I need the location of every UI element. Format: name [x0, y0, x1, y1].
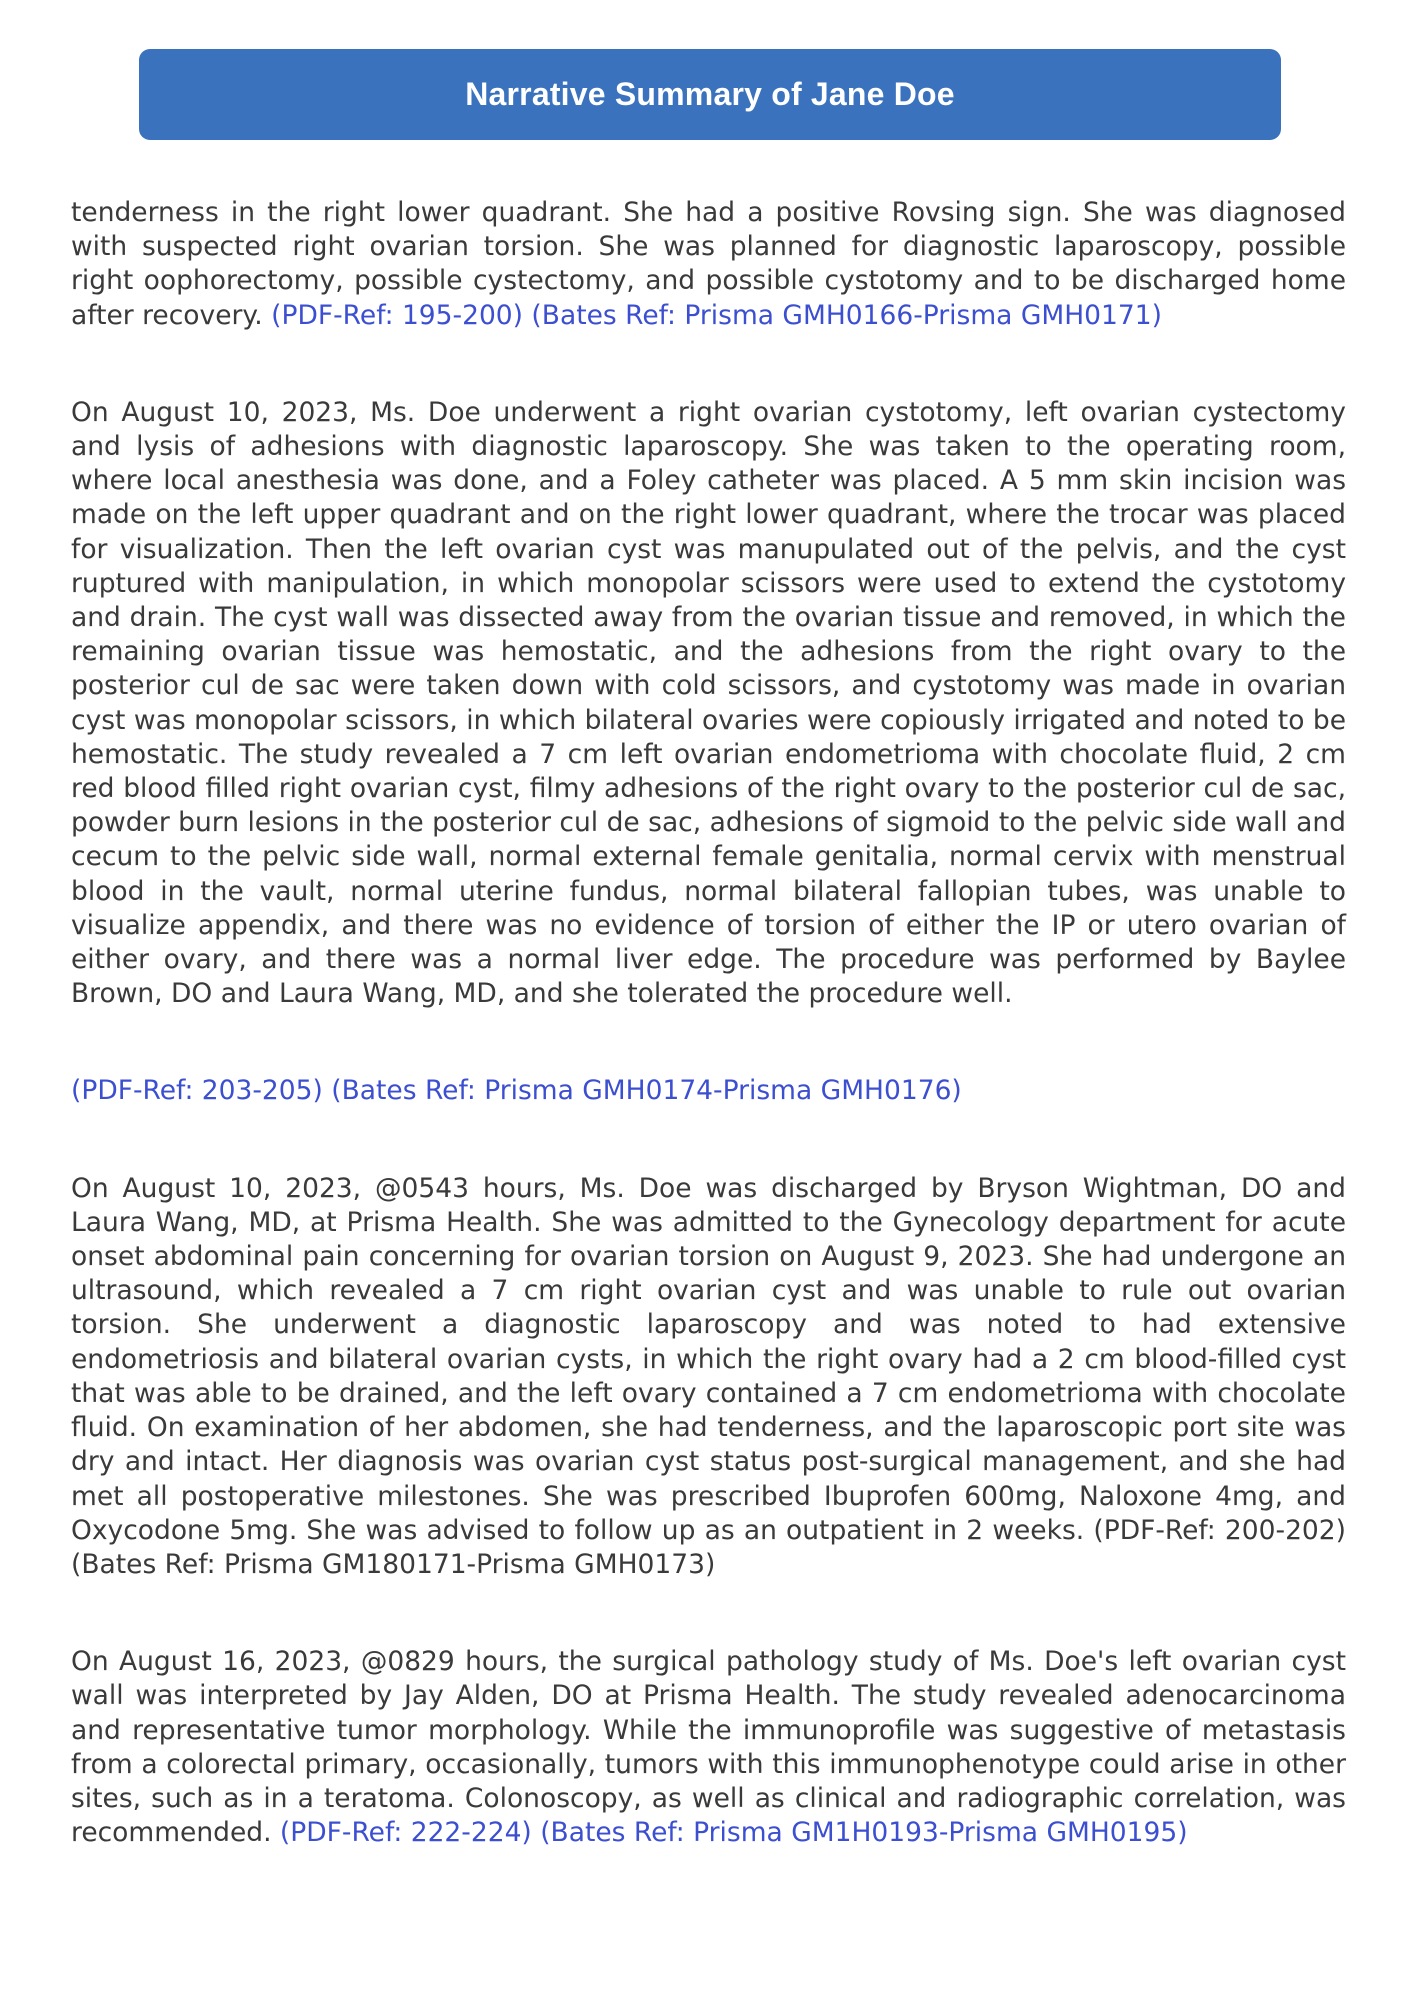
source-reference: (PDF-Ref: 195-200) (Bates Ref: Prisma GMH0166-Prisma GMH0171)	[271, 299, 1162, 331]
page-header	[139, 49, 1281, 140]
page-title: Narrative Summary of Jane Doe	[465, 76, 955, 112]
narrative-body	[71, 196, 1346, 1850]
narrative-paragraph-1	[71, 196, 1346, 333]
source-reference: (PDF-Ref: 222-224) (Bates Ref: Prisma GM1H0193-Prisma GMH0195)	[279, 1817, 1188, 1849]
narrative-paragraph-2	[71, 396, 1346, 1012]
paragraph-text: On August 10, 2023, @0543 hours, Ms. Doe was discharged by Bryson Wightman, DO and Laura Wang, MD, at Prisma Health. She was admitted to the Gynecology department for acute onset abdominal pain concerning for ovarian torsion on August 9, 2023. She had undergone an ultrasound, which revealed a 7 cm right ovarian cyst and was unable to rule out ovarian torsion. She underwent a diagnostic laparoscopy and was noted to had extensive endometriosis and bilateral ovarian cysts, in which the right ovary had a 2 cm blood-filled cyst that was able to be drained, and the left ovary contained a 7 cm endometrioma with chocolate fluid. On examination of her abdomen, she had tenderness, and the laparoscopic port site was dry and intact. Her diagnosis was ovarian cyst status post-surgical management, and she had met all postoperative milestones. She was prescribed Ibuprofen 600mg, Naloxone 4mg, and Oxycodone 5mg. She was advised to follow up as an outpatient in 2 weeks. (PDF-Ref: 200-202) (Bates Ref: Prisma GM180171-Prisma GMH0173)	[71, 1172, 1346, 1580]
narrative-paragraph-4	[71, 1172, 1346, 1582]
narrative-paragraph-5	[71, 1645, 1346, 1850]
paragraph-text: tenderness in the right lower quadrant. She had a positive Rovsing sign. She was diagnosed with suspected right ovarian torsion. She was planned for diagnostic laparoscopy, possible right oophorectomy, possible cystectomy, and possible cystotomy and to be discharged home after recovery.	[71, 197, 1346, 331]
paragraph-text: On August 10, 2023, Ms. Doe underwent a right ovarian cystotomy, left ovarian cystectomy and lysis of adhesions with diagnostic laparoscopy. She was taken to the operating room, where local anesthesia was done, and a Foley catheter was placed. A 5 mm skin incision was made on the left upper quadrant and on the right lower quadrant, where the trocar was placed for visualization. Then the left ovarian cyst was manupulated out of the pelvis, and the cyst ruptured with manipulation, in which monopolar scissors were used to extend the cystotomy and drain. The cyst wall was dissected away from the ovarian tissue and removed, in which the remaining ovarian tissue was hemostatic, and the adhesions from the right ovary to the posterior cul de sac were taken down with cold scissors, and cystotomy was made in ovarian cyst was monopolar scissors, in which bilateral ovaries were copiously irrigated and noted to be hemostatic. The study revealed a 7 cm left ovarian endometrioma with chocolate fluid, 2 cm red blood filled right ovarian cyst, filmy adhesions of the right ovary to the posterior cul de sac, powder burn lesions in the posterior cul de sac, adhesions of sigmoid to the pelvic side wall and cecum to the pelvic side wall, normal external female genitalia, normal cervix with menstrual blood in the vault, normal uterine fundus, normal bilateral fallopian tubes, was unable to visualize appendix, and there was no evidence of torsion of either the IP or utero ovarian of either ovary, and there was a normal liver edge. The procedure was performed by Baylee Brown, DO and Laura Wang, MD, and she tolerated the procedure well.	[71, 396, 1346, 1010]
narrative-paragraph-3	[71, 1074, 1346, 1108]
source-reference: (PDF-Ref: 203-205) (Bates Ref: Prisma GMH0174-Prisma GMH0176)	[71, 1075, 962, 1107]
paragraph-text: On August 16, 2023, @0829 hours, the surgical pathology study of Ms. Doe's left ovarian cyst wall was interpreted by Jay Alden, DO at Prisma Health. The study revealed adenocarcinoma and representative tumor morphology. While the immunoprofile was suggestive of metastasis from a colorectal primary, occasionally, tumors with this immunophenotype could arise in other sites, such as in a teratoma. Colonoscopy, as well as clinical and radiographic correlation, was recommended.	[71, 1646, 1346, 1849]
